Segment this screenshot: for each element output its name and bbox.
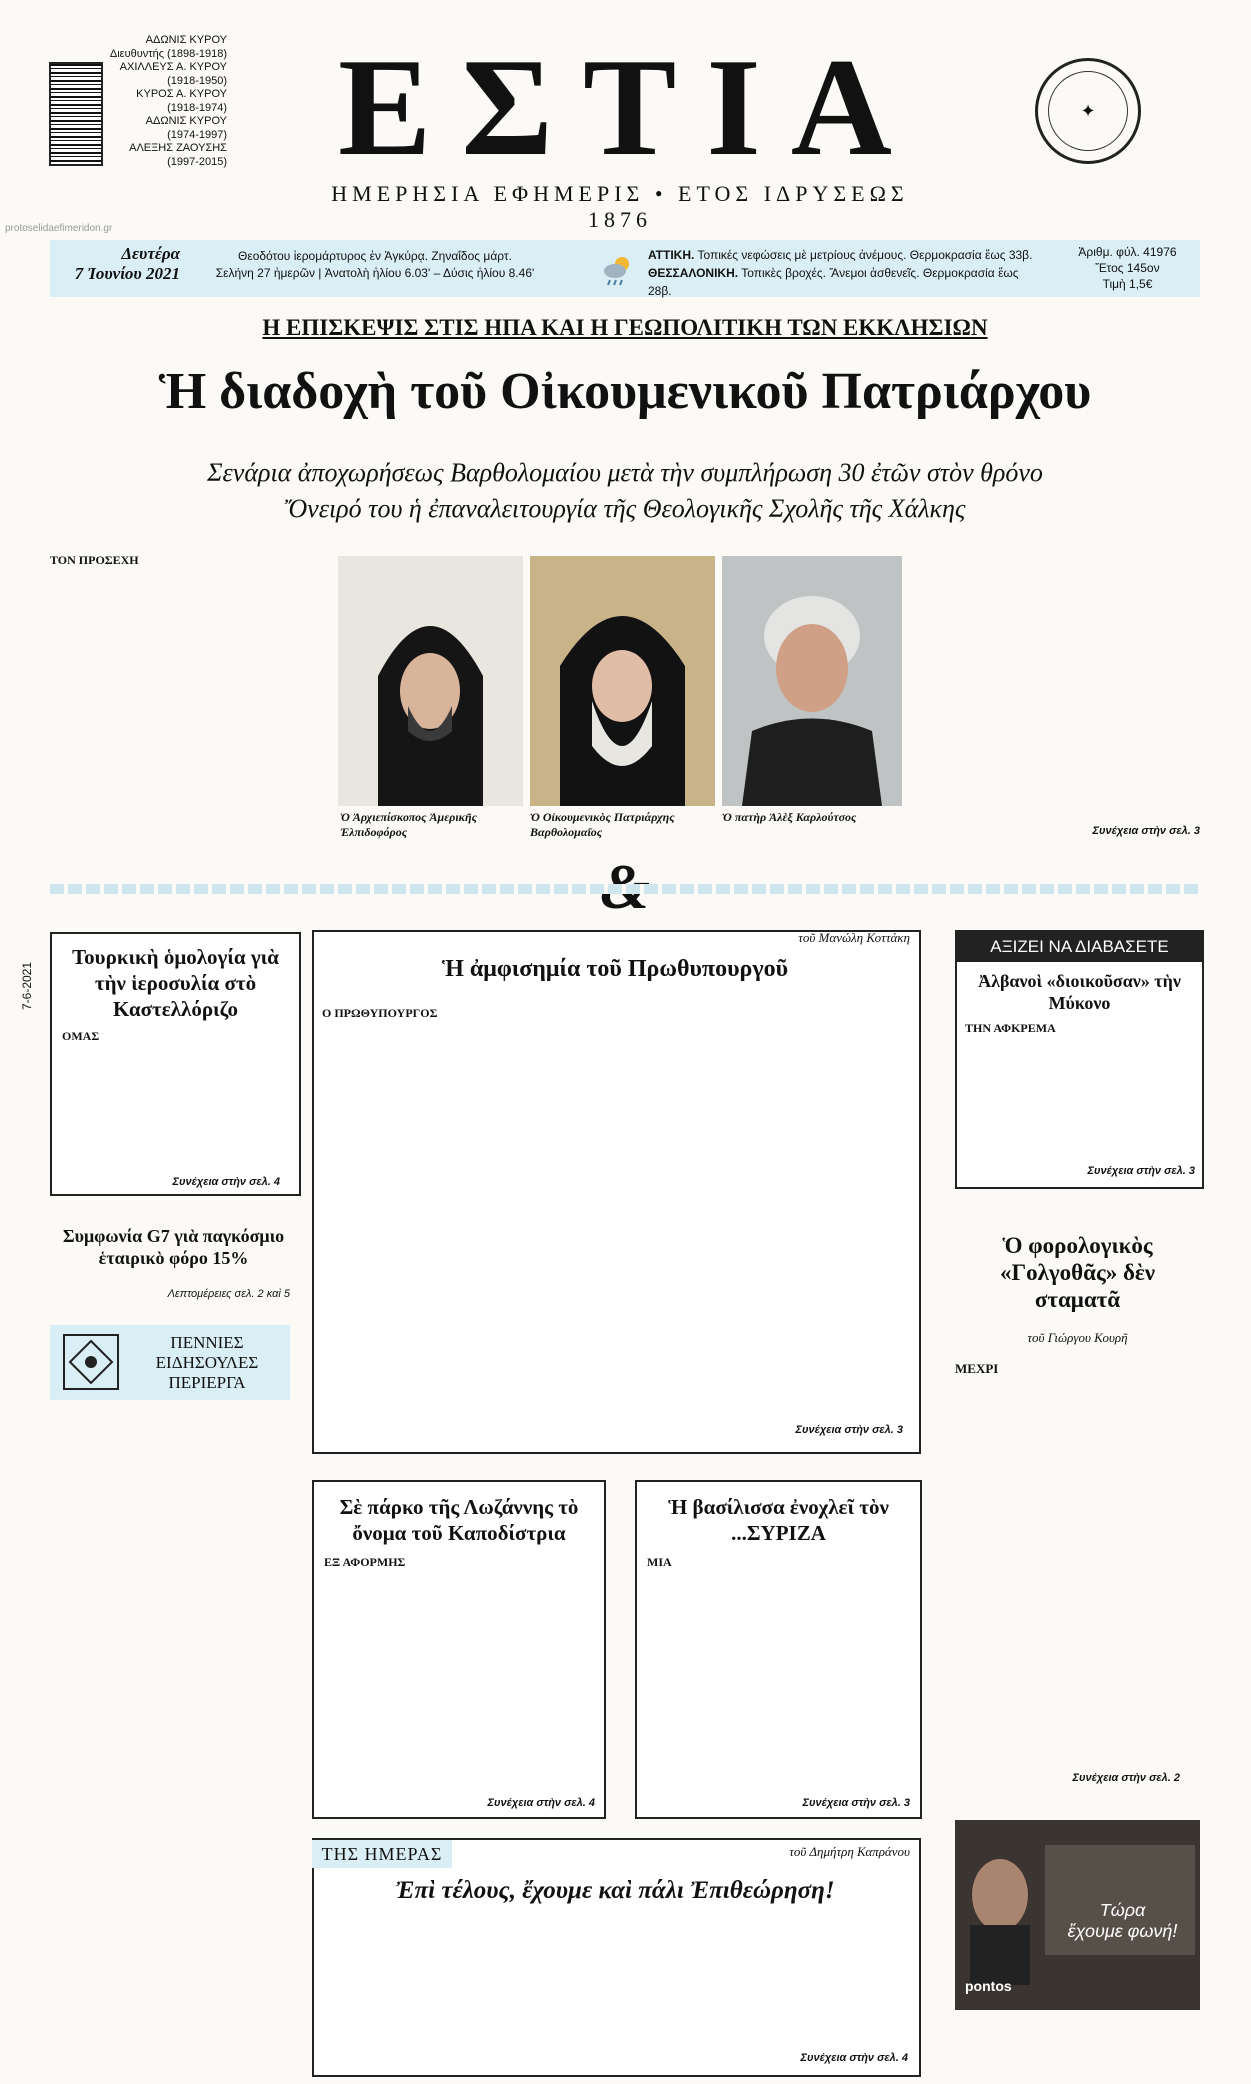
side-date: 7-6-2021 [20,961,34,1010]
editorial-continue-link[interactable]: Συνέχεια στὴν σελ. 3 [795,1424,903,1436]
photo-elpidophoros [338,556,523,806]
section-separator [50,884,1200,894]
briefs-text [50,1440,297,1444]
caption-bartholomew: Ὁ Οἰκουμενικὸς Πατριάρχης Βαρθολομαῖος [530,810,675,839]
briefs-title: ΠΕΝΝΙΕΣ ΕΙΔΗΣΟΥΛΕΣ ΠΕΡΙΕΡΓΑ [155,1333,259,1392]
editorial-title[interactable]: Ἡ ἀμφισημία τοῦ Πρωθυπουργοῦ [441,956,789,982]
worth-title[interactable]: Ἀλβανοὶ «διοικοῦσαν» τὴν Μύκονο [978,971,1181,1013]
ornament-icon [62,1333,120,1391]
editorial-author: τοῦ Μανώλη Κοττάκη [798,930,910,945]
turkish-continue-link[interactable]: Συνέχεια στὴν σελ. 4 [172,1176,280,1188]
turkish-title[interactable]: Τουρκικὴ ὁμολογία γιὰ τὴν ἱεροσυλία στὸ Καστελλόριζο [72,945,279,1021]
worth-text: ΤΗΝ ΑΦΚΡΕΜΑ [965,1021,1056,1035]
worth-continue-link[interactable]: Συνέχεια στὴν σελ. 3 [1087,1165,1195,1177]
today-title[interactable]: Ἐπὶ τέλους, ἔχουμε καὶ πάλι Ἐπιθεώρηση! [395,1877,835,1904]
date-box: Δευτέρα 7 Ἰουνίου 2021 [74,244,180,283]
tax-continue-link[interactable]: Συνέχεια στὴν σελ. 2 [1072,1772,1180,1784]
today-continue-link[interactable]: Συνέχεια στὴν σελ. 4 [800,2052,908,2064]
g7-continue-link[interactable]: Λεπτομέρειες σελ. 2 καὶ 5 [167,1288,290,1300]
saints-box: Θεοδότου ἱερομάρτυρος ἐν Ἀγκύρᾳ. Ζηναΐδος μάρτ. Σελήνη 27 ἡμερῶν | Ἀνατολὴ ἡλίου 6.03' – Δύσις ἡλίου 8.46' [215,249,535,280]
park-title[interactable]: Σὲ πάρκο τῆς Λωζάννης τὸ ὄνομα τοῦ Καποδίστρια [339,1495,579,1545]
photo-karloutsos [722,556,902,806]
seal-icon: ✦ [1035,58,1141,164]
worth-label: ΑΞΙΖΕΙ ΝΑ ΔΙΑΒΑΣΕΤΕ [957,932,1202,962]
caption-elpidophoros: Ὁ Ἀρχιεπίσκοπος Ἀμερικῆς Ἐλπιδοφόρος [340,810,477,839]
site-watermark: protoselidaefimeridon.gr [5,223,113,234]
masthead-subtitle: ΗΜΕΡΗΣΙΑ ΕΦΗΜΕΡΙΣ • ΕΤΟΣ ΙΔΡΥΣΕΩΣ 1876 [331,181,909,232]
worth-box [955,930,1204,1189]
turkish-box [50,932,301,1196]
park-box [312,1480,606,1819]
park-text: ΕΞ ΑΦΟΡΜΗΣ [324,1555,406,1569]
founders-list: ΑΔΩΝΙΣ ΚΥΡΟΥ Διευθυντής (1898-1918) ΑΧΙΛΛΕΥΣ Α. ΚΥΡΟΥ (1918-1950) ΚΥΡΟΣ Α. ΚΥΡΟΥ (1918-1974) ΑΔΩΝΙΣ ΚΥΡΟΥ (1974-1997) ΑΛΕΞΗΣ ΖΑΟΥΣΗΣ (1997-2015) [109,34,227,168]
g7-title[interactable]: Συμφωνία G7 γιὰ παγκόσμιο ἑταιρικὸ φόρο 15% [62,1226,285,1268]
queen-title[interactable]: Ἡ βασίλισσα ἐνοχλεῖ τὸν ...ΣΥΡΙΖΑ [668,1495,889,1545]
ad-brand: pontos [965,1978,1012,1994]
lead-kicker: Η ΕΠΙΣΚΕΨΙΣ ΣΤΙΣ ΗΠΑ ΚΑΙ Η ΓΕΩΠΟΛΙΤΙΚΗ ΤΩΝ ΕΚΚΛΗΣΙΩΝ [262,315,988,340]
editorial-text-left: Ο ΠΡΩΘΥΠΟΥΡΓΟΣ [322,1006,438,1020]
today-author: τοῦ Δημήτρη Καπράνου [789,1844,910,1859]
tax-author: τοῦ Γιώργου Κουρῆ [1027,1330,1128,1345]
ad-slogan: Τώρα ἔχουμε φωνή! [1067,1900,1178,1941]
queen-text: ΜΙΑ [647,1555,672,1569]
tax-text: ΜΕΧΡΙ [955,1361,999,1376]
photo-bartholomew [530,556,715,806]
park-continue-link[interactable]: Συνέχεια στὴν σελ. 4 [487,1797,595,1809]
queen-continue-link[interactable]: Συνέχεια στὴν σελ. 3 [802,1797,910,1809]
caption-karloutsos: Ὁ πατὴρ Ἀλὲξ Καρλούτσος [722,810,857,824]
briefs-header [50,1325,290,1400]
weather-cloud-icon [600,252,636,288]
lead-continue-link[interactable]: Συνέχεια στὴν σελ. 3 [1092,825,1200,837]
today-label: ΤΗΣ ΗΜΕΡΑΣ [312,1840,452,1868]
pontos-ad[interactable] [955,1820,1200,2010]
lead-subhead: Σενάρια ἀποχωρήσεως Βαρθολομαίου μετὰ τὴν συμπλήρωση 30 ἐτῶν στὸν θρόνο Ὄνειρό του ἡ ἐπαναλειτουργία τῆς Θεολογικῆς Σχολῆς τῆς Χάλκης [207,458,1043,523]
turkish-text: ΟΜΑΣ [62,1029,100,1043]
masthead-title: ΕΣΤΙΑ [338,30,922,185]
issue-box: Ἀριθμ. φύλ. 41976 Ἔτος 145ον Τιμὴ 1,5€ [1078,245,1177,291]
lead-left-text: ΤΟΝ ΠΡΟΣΕΧΗ [50,553,139,567]
barcode-icon [49,62,103,166]
tax-title[interactable]: Ὁ φορολογικὸς «Γολγοθᾶς» δὲν σταματᾶ [999,1233,1156,1312]
queen-box [635,1480,922,1819]
today-box [312,1838,921,2077]
weather-box: ΑΤΤΙΚΗ. Τοπικές νεφώσεις μὲ μετρίους ἀνέμους. Θερμοκρασία ἕως 33β. ΘΕΣΣΑΛΟΝΙΚΗ. Τοπικὲς βροχές. Ἄνεμοι ἀσθενεῖς. Θερμοκρασία ἕως 28β. [648,248,1033,298]
lead-headline[interactable]: Ἡ διαδοχὴ τοῦ Οἰκουμενικοῦ Πατριάρχου [158,363,1092,420]
